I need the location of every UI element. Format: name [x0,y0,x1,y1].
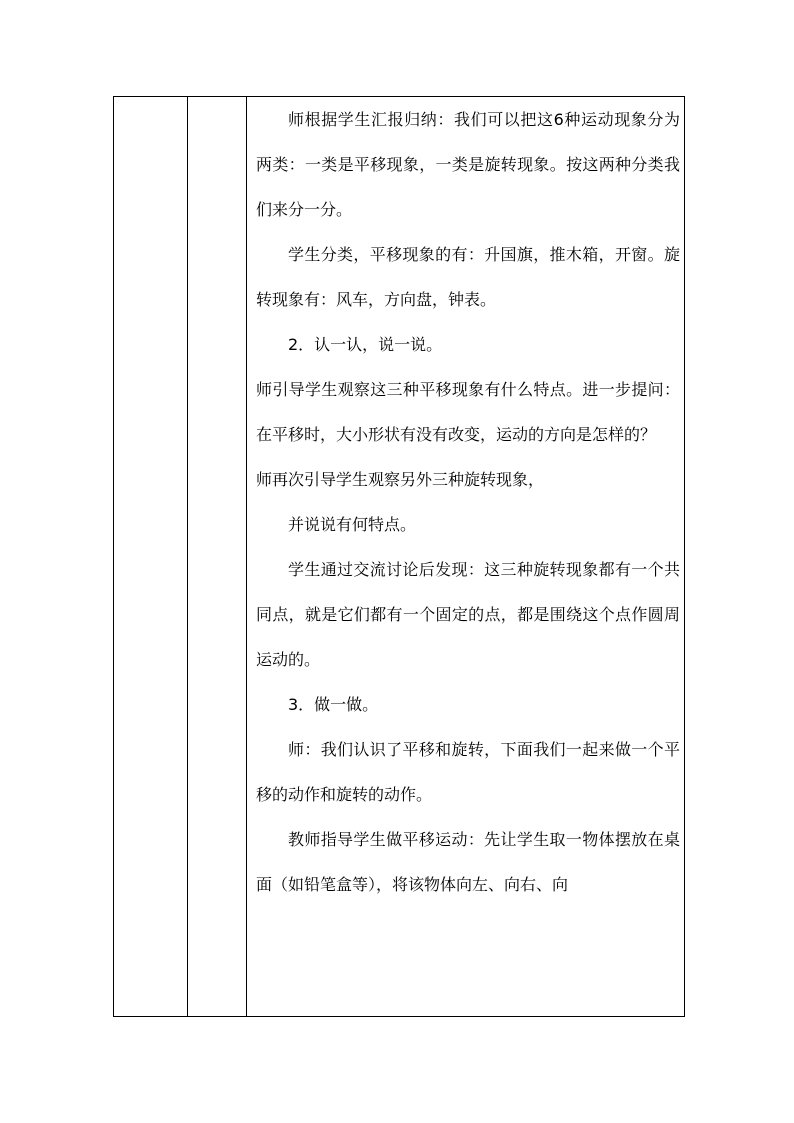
paragraph-translation-exercise: 教师指导学生做平移运动：先让学生取一物体摆放在桌面（如铅笔盒等），将该物体向左、向右、向 [256,830,680,894]
paragraph-rotation-observation: 师再次引导学生观察另外三种旋转现象， [256,470,545,489]
paragraph-translation-observation: 师引导学生观察这三种平移现象有什么特点。进一步提问：在平移时，大小形状有没有改变，运动的方向是怎样的？ [256,380,680,444]
paragraph-step-3-heading: 3．做一做。 [288,695,379,714]
paragraph-student-discovery: 学生通过交流讨论后发现：这三种旋转现象都有一个共同点，就是它们都有一个固定的点，都是围绕这个点作圆周运动的。 [256,560,680,669]
table-column-divider [187,97,188,1016]
paragraph-teacher-summary: 师根据学生汇报归纳：我们可以把这6种运动现象分为两类：一类是平移现象，一类是旋转现象。按这两种分类我们来分一分。 [256,110,680,219]
lesson-table [113,96,685,1017]
paragraph-describe-features: 并说说有何特点。 [288,515,417,534]
table-column-divider [246,97,247,1016]
paragraph-student-classification: 学生分类，平移现象的有：升国旗，推木箱，开窗。旋转现象有：风车，方向盘，钟表。 [256,245,680,309]
paragraph-teacher-instruction: 师：我们认识了平移和旋转，下面我们一起来做一个平移的动作和旋转的动作。 [256,740,680,804]
lesson-content-cell [256,97,680,907]
paragraph-step-2-heading: 2．认一认，说一说。 [288,335,443,354]
